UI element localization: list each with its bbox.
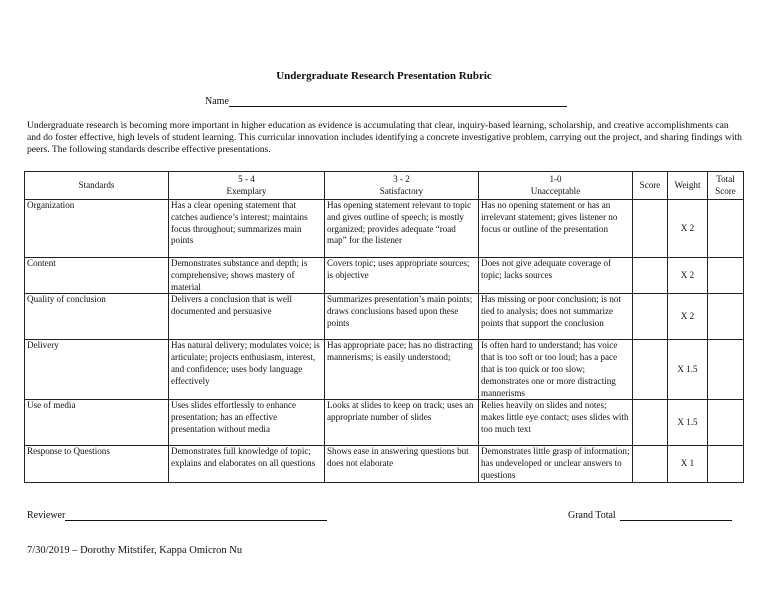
score-cell[interactable] <box>633 446 668 483</box>
header-score: Score <box>633 172 668 200</box>
weight-cell: X 1.5 <box>668 400 708 446</box>
unacceptable-cell: Is often hard to understand; has voice that is too soft or too loud; has a pace that is too quick or too slow; demonstrates one or more distracting mannerisms <box>479 340 633 400</box>
header-satisfactory-range: 3 - 2 <box>393 173 410 184</box>
header-unacceptable-label: Unacceptable <box>530 185 581 196</box>
table-row <box>25 446 744 483</box>
header-total-score: Total Score <box>708 172 744 200</box>
weight-cell: X 1 <box>668 446 708 483</box>
intro-paragraph: Undergraduate research is becoming more important in higher education as evidence is accumulating that clear, inquiry-based learning, scholarship, and creative accomplishments can and do foster effective, high levels of student learning. This curricular innovation includes identifying a concrete investigative problem, carrying out the project, and sharing findings with peers. The following standards describe effective presentations. <box>27 120 742 155</box>
name-field[interactable] <box>205 96 567 107</box>
weight-cell: X 2 <box>668 200 708 258</box>
total-cell[interactable] <box>708 340 744 400</box>
weight-cell: X 1.5 <box>668 340 708 400</box>
reviewer-label: Reviewer <box>27 510 66 521</box>
header-exemplary <box>169 172 325 200</box>
total-cell[interactable] <box>708 258 744 294</box>
document-title: Undergraduate Research Presentation Rubric <box>276 70 492 82</box>
score-cell[interactable] <box>633 200 668 258</box>
satisfactory-cell: Has opening statement relevant to topic and gives outline of speech; is mostly organized; provides adequate “road map” for the listener <box>325 200 479 258</box>
score-cell[interactable] <box>633 400 668 446</box>
total-cell[interactable] <box>708 294 744 340</box>
exemplary-cell: Demonstrates substance and depth; is comprehensive; shows mastery of material <box>169 258 325 294</box>
satisfactory-cell: Has appropriate pace; has no distracting mannerisms; is easily understood; <box>325 340 479 400</box>
table-row <box>25 340 744 400</box>
reviewer-field[interactable] <box>27 510 327 521</box>
rubric-table <box>24 171 744 483</box>
header-unacceptable-range: 1-0 <box>549 173 562 184</box>
standard-cell: Content <box>25 258 169 294</box>
header-satisfactory <box>325 172 479 200</box>
table-row <box>25 400 744 446</box>
exemplary-cell: Uses slides effortlessly to enhance presentation; has an effective presentation without media <box>169 400 325 446</box>
weight-cell: X 2 <box>668 294 708 340</box>
table-row <box>25 258 744 294</box>
exemplary-cell: Has a clear opening statement that catches audience’s interest; maintains focus throughout; summarizes main points <box>169 200 325 258</box>
signature-line: 7/30/2019 – Dorothy Mitstifer, Kappa Omicron Nu <box>27 545 243 556</box>
score-cell[interactable] <box>633 340 668 400</box>
header-exemplary-range: 5 - 4 <box>238 173 255 184</box>
table-row <box>25 200 744 258</box>
reviewer-blank[interactable] <box>65 510 327 521</box>
standard-cell: Use of media <box>25 400 169 446</box>
exemplary-cell: Has natural delivery; modulates voice; is articulate; projects enthusiasm, interest, and confidence; uses body language effectively <box>169 340 325 400</box>
score-cell[interactable] <box>633 294 668 340</box>
satisfactory-cell: Shows ease in answering questions but does not elaborate <box>325 446 479 483</box>
header-exemplary-label: Exemplary <box>226 185 267 196</box>
unacceptable-cell: Relies heavily on slides and notes; makes little eye contact; uses slides with too much text <box>479 400 633 446</box>
weight-cell: X 2 <box>668 258 708 294</box>
satisfactory-cell: Summarizes presentation’s main points; draws conclusions based upon these points <box>325 294 479 340</box>
table-row <box>25 294 744 340</box>
unacceptable-cell: Has no opening statement or has an irrelevant statement; gives listener no focus or outline of the presentation <box>479 200 633 258</box>
total-cell[interactable] <box>708 446 744 483</box>
grand-total-label: Grand Total <box>568 510 616 521</box>
total-cell[interactable] <box>708 400 744 446</box>
unacceptable-cell: Demonstrates little grasp of information; has undeveloped or unclear answers to questions <box>479 446 633 483</box>
header-standards: Standards <box>25 172 169 200</box>
grand-total-blank[interactable] <box>620 510 732 521</box>
satisfactory-cell: Looks at slides to keep on track; uses an appropriate number of slides <box>325 400 479 446</box>
exemplary-cell: Delivers a conclusion that is well documented and persuasive <box>169 294 325 340</box>
standard-cell: Response to Questions <box>25 446 169 483</box>
score-cell[interactable] <box>633 258 668 294</box>
standard-cell: Organization <box>25 200 169 258</box>
exemplary-cell: Demonstrates full knowledge of topic; explains and elaborates on all questions <box>169 446 325 483</box>
header-weight: Weight <box>668 172 708 200</box>
grand-total-field[interactable] <box>568 510 732 521</box>
standard-cell: Delivery <box>25 340 169 400</box>
name-label: Name <box>205 96 229 107</box>
header-satisfactory-label: Satisfactory <box>379 185 424 196</box>
satisfactory-cell: Covers topic; uses appropriate sources; is objective <box>325 258 479 294</box>
unacceptable-cell: Has missing or poor conclusion; is not tied to analysis; does not summarize points that support the conclusion <box>479 294 633 340</box>
header-row <box>25 172 744 200</box>
standard-cell: Quality of conclusion <box>25 294 169 340</box>
unacceptable-cell: Does not give adequate coverage of topic; lacks sources <box>479 258 633 294</box>
total-cell[interactable] <box>708 200 744 258</box>
header-unacceptable <box>479 172 633 200</box>
name-blank[interactable] <box>229 96 567 107</box>
